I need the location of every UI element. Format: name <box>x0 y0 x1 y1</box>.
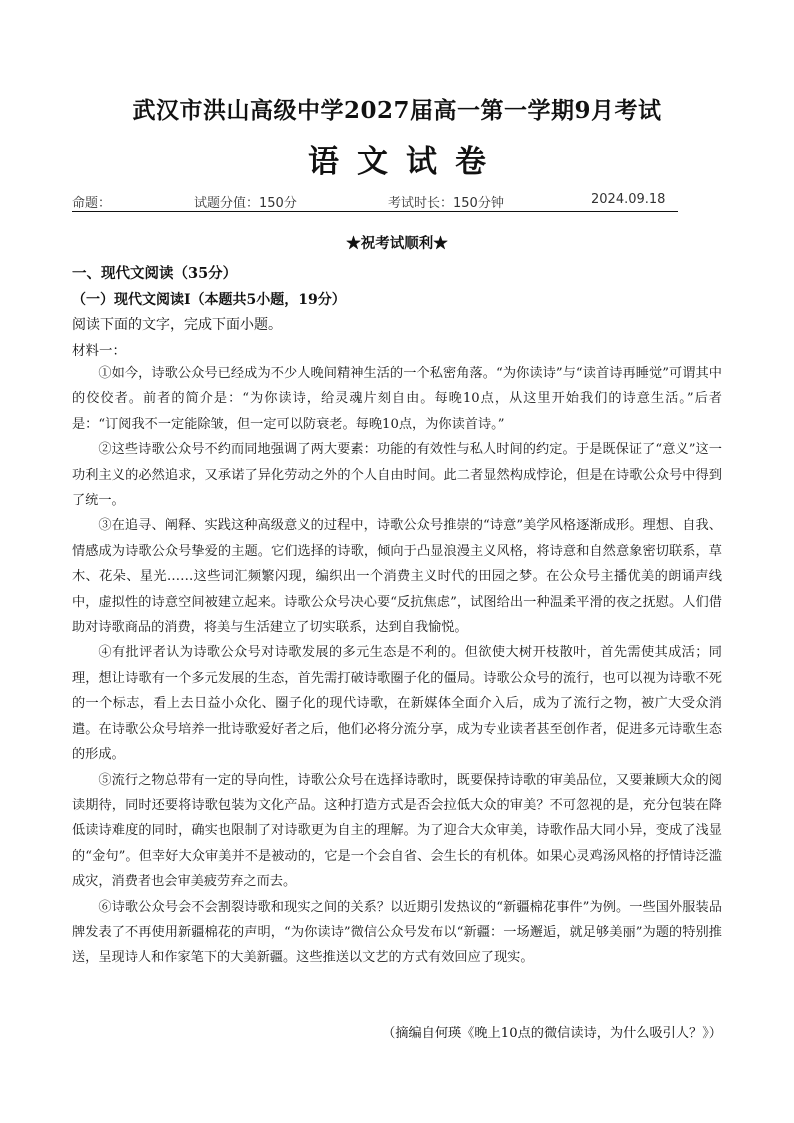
blessing: ★祝考试顺利★ <box>346 235 448 252</box>
paragraph: ①如今，诗歌公众号已经成为不少人晚间精神生活的一个私密角落。“为你读诗”与“读首诗再睡觉”可谓其中的佼佼者。前者的简介是：“为你读诗，给灵魂片刻自由。每晚10点，从这里开始我们的诗意生活。”后者是：“订阅我不一定能除皱，但一定可以防衰老。每晚10点，为你读首诗。” <box>72 366 722 432</box>
date-info: 2024.09.18 <box>591 192 666 207</box>
paragraph: ②这些诗歌公众号不约而同地强调了两大要素：功能的有效性与私人时间的约定。于是既保证了“意义”这一功利主义的必然追求，又承诺了异化劳动之外的个人自由时间。此二者显然构成悖论，但是在诗歌公众号中得到了统一。 <box>72 442 722 509</box>
source-citation: （摘编自何瑛《晚上10点的微信读诗，为什么吸引人？》） <box>382 1026 722 1041</box>
material-label: 材料一： <box>72 343 126 359</box>
score-info: 试题分值：150分 <box>194 196 297 211</box>
section-title: 一、现代文阅读（35分） <box>72 265 238 282</box>
exam-title: 武汉市洪山高级中学2027届高一第一学期9月考试 <box>132 97 662 124</box>
paragraph: ④有批评者认为诗歌公众号对诗歌发展的多元生态是不利的。但欲使大树开枝散叶，首先需使其成活；同理，想让诗歌有一个多元发展的生态，首先需打破诗歌圈子化的僵局。诗歌公众号的流行，也可以视为诗歌不死的一个标志，看上去日益小众化、圈子化的现代诗歌，在新媒体全面介入后，成为了流行之物，被广大受众消遣。在诗歌公众号培养一批诗歌爱好者之后，他们必将分流分享，成为专业读者甚至创作者，促进多元诗歌生态的形成。 <box>72 645 722 763</box>
part-title: （一）现代文阅读Ⅰ（本题共5小题，19分） <box>72 292 346 308</box>
exam-info-line <box>72 191 678 212</box>
paragraph: ⑥诗歌公众号会不会割裂诗歌和现实之间的关系？以近期引发热议的“新疆棉花事件”为例。一些国外服装品牌发表了不再使用新疆棉花的声明，“为你读诗”微信公众号发布以“新疆：一场邂逅，就足够美丽”为题的特别推送，呈现诗人和作家笔下的大美新疆。这些推送以文艺的方式有效回应了现实。 <box>72 899 722 966</box>
instruction: 阅读下面的文字，完成下面小题。 <box>72 317 282 333</box>
passage <box>72 361 722 971</box>
subject-title: 语文试卷 <box>308 144 504 180</box>
paragraph: ⑤流行之物总带有一定的导向性，诗歌公众号在选择诗歌时，既要保持诗歌的审美品位，又要兼顾大众的阅读期待，同时还要将诗歌包装为文化产品。这种打造方式是否会拉低大众的审美？不可忽视的是，充分包装在降低读诗难度的同时，确实也限制了对诗歌更为自主的理解。为了迎合大众审美，诗歌作品大同小异，变成了浅显的“金句”。但幸好大众审美并不是被动的，它是一个会自省、会生长的有机体。如果心灵鸡汤风格的抒情诗泛滥成灾，消费者也会审美疲劳弃之而去。 <box>72 772 722 890</box>
time-info: 考试时长：150分钟 <box>388 196 504 211</box>
author-label: 命题： <box>72 196 112 211</box>
paragraph: ③在追寻、阐释、实践这种高级意义的过程中，诗歌公众号推崇的“诗意”美学风格逐渐成形。理想、自我、情感成为诗歌公众号挚爱的主题。它们选择的诗歌，倾向于凸显浪漫主义风格，将诗意和自然意象密切联系，草木、花朵、星光……这些词汇频繁闪现，编织出一个消费主义时代的田园之梦。在公众号主播优美的朗诵声线中，虚拟性的诗意空间被建立起来。诗歌公众号决心要“反抗焦虑”，试图给出一种温柔平滑的夜之抚慰。人们借助对诗歌商品的消费，将美与生活建立了切实联系，达到自我愉悦。 <box>72 518 722 636</box>
